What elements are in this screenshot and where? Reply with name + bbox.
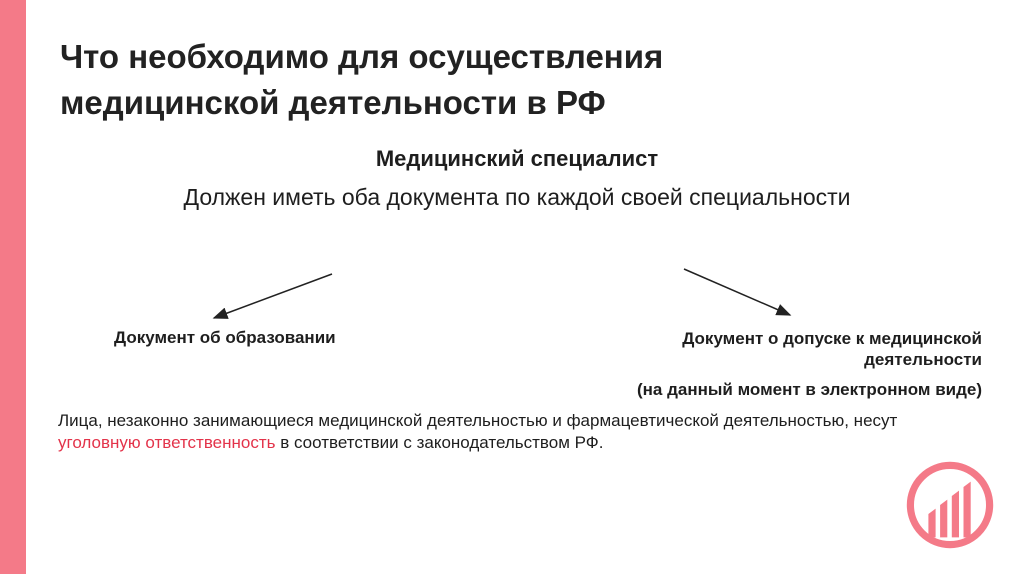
lead-text: Должен иметь оба документа по каждой своей специальности [183, 184, 851, 210]
subtitle: Медицинский специалист [375, 146, 659, 171]
doc-admission-note: (на данный момент в электронном виде) [636, 380, 982, 399]
doc-education: Документ об образовании [114, 328, 336, 347]
title-line-2: медицинской деятельности в РФ [60, 84, 606, 121]
doc-admission [562, 328, 982, 400]
doc-admission-title: Документ о допуске к медицинской деятельности [682, 329, 982, 369]
criminal-liability-highlight: уголовную ответственность [58, 433, 276, 452]
arrow-right [684, 269, 790, 315]
arrow-left [214, 274, 332, 318]
paragraph-text-end: в соответствии с законодательством РФ. [275, 433, 604, 452]
growth-chart-circle-icon [905, 460, 995, 550]
paragraph-text-start: Лица, незаконно занимающиеся медицинской деятельностью и фармацевтической деятельностью, несут [58, 411, 898, 430]
liability-paragraph [58, 410, 958, 454]
title-line-1: Что необходимо для осуществления [60, 38, 664, 75]
